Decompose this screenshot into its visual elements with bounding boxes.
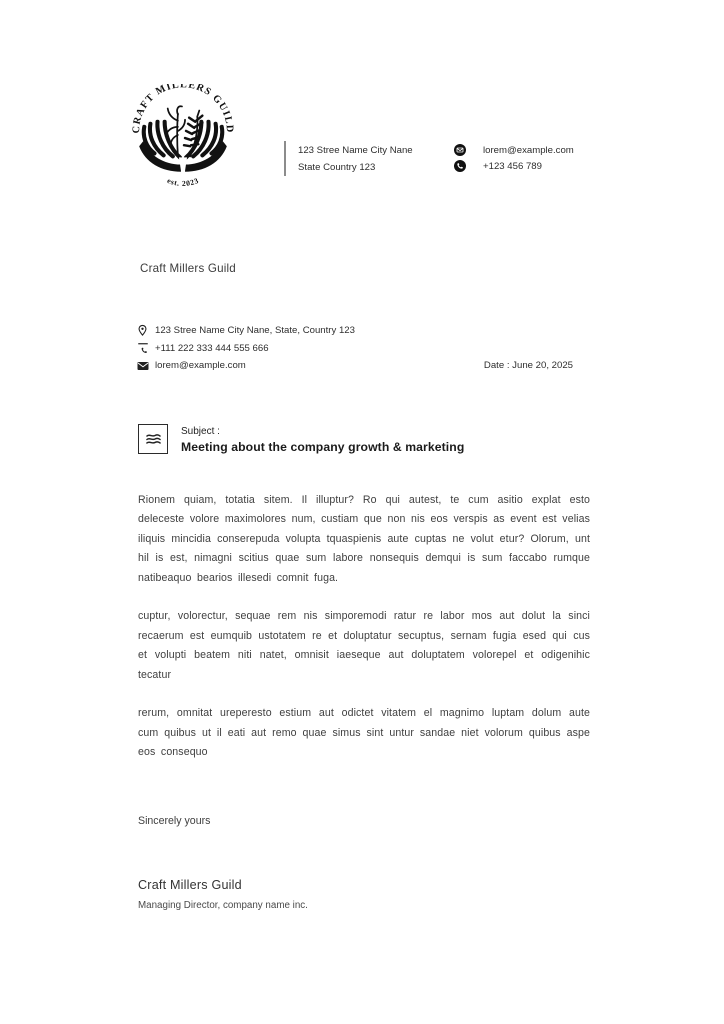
letter-date: Date : June 20, 2025 (483, 360, 573, 371)
hands-icon (139, 122, 227, 172)
header-email: lorem@example.com (483, 144, 574, 156)
contact-address: 123 Stree Name City Nane, State, Country 123 (155, 325, 355, 337)
contact-email: lorem@example.com (155, 360, 246, 372)
logo-est-text: est. 2023 (165, 175, 201, 186)
document-stack-icon (138, 424, 168, 454)
contact-phone-row (136, 340, 355, 358)
phone-circle-icon (454, 160, 466, 172)
body-paragraph-3: rerum, omnitat ureperesto estium aut odictet vitatem el magnimo luptam dolum aute cum quibus ut il eati aut remo quae simus sint untur sandae niet volorum quibus aspe eos consequo (138, 707, 590, 759)
letter-body (138, 491, 590, 763)
wheat-stalk-icon (166, 106, 185, 156)
svg-text:est. 2023 (166, 176, 200, 186)
valediction: Sincerely yours (138, 815, 211, 827)
recipient-name: Craft Millers Guild (140, 262, 236, 275)
subject-label: Subject : (181, 426, 220, 437)
header-divider (284, 141, 286, 176)
telephone-icon (136, 342, 149, 354)
header-address-line1: 123 Stree Name City Nane (298, 145, 413, 156)
body-paragraph-2: cuptur, volorectur, sequae rem nis simporemodi ratur re labor mos aut dolut la sinci recaerum est eumquib ustotatem re et doluptatur secuptus, sernam fugia esed qui cus et volupti beatem niti natet, omnisit iaeseque aut doluptatem volorepel et odigenihic tecatur (138, 610, 590, 681)
location-pin-icon (136, 324, 149, 337)
signature-name: Craft Millers Guild (138, 878, 242, 892)
header-address-line2: State Country 123 (298, 162, 376, 173)
envelope-icon (136, 361, 149, 371)
contact-address-row (136, 322, 355, 340)
header-email-row (454, 144, 574, 156)
craft-millers-guild-emblem (130, 84, 236, 186)
logo-arc-text: CRAFT MILLERS GUILD (131, 84, 235, 134)
header-address (298, 142, 413, 176)
subject-text (181, 424, 464, 454)
contact-block (136, 322, 355, 375)
contact-email-row (136, 357, 355, 375)
contact-phone: +111 222 333 444 555 666 (155, 342, 269, 354)
body-paragraph-1: Rionem quiam, totatia sitem. Il illuptur? Ro qui autest, te cum asitio explat esto deleceste volore maximolores num, custiam que non nis eos verspis as event est velias iliquis mincidia conserepuda volupta tquaspienis aute cuptas ne volut etur? Olorum, unt hil is est, nimagni scitius quae sum labore nonsequis demqui is sum faccabo rumque natibeaquo bearios illesedi comnit fuga. (138, 494, 590, 584)
subject-title: Meeting about the company growth & marketing (181, 440, 465, 454)
header-phone-row (454, 160, 574, 172)
company-logo (130, 84, 236, 186)
subject-block (138, 424, 464, 454)
header-contact (454, 144, 574, 172)
header-phone: +123 456 789 (483, 160, 542, 172)
signature-role: Managing Director, company name inc. (138, 900, 308, 911)
envelope-circle-icon (454, 144, 466, 156)
